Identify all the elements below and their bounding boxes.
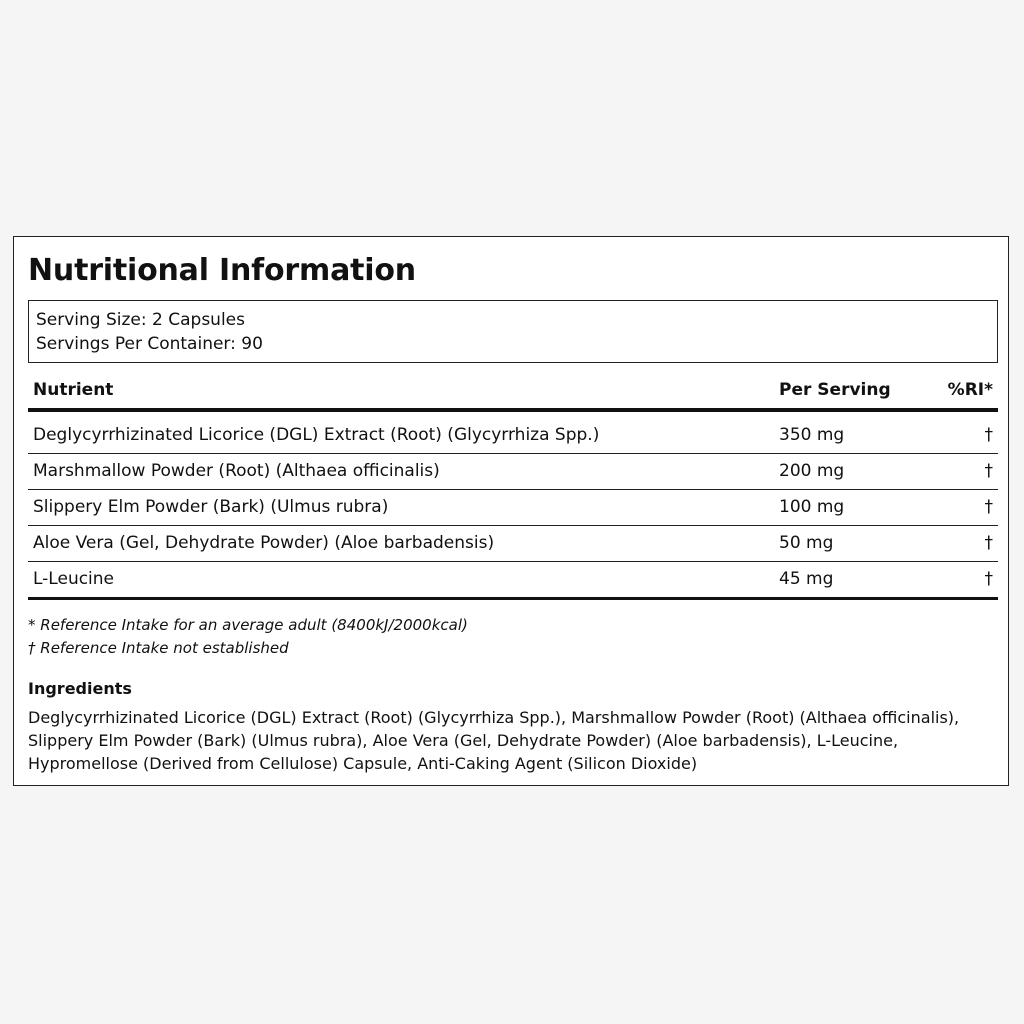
ri-footnote: * Reference Intake for an average adult (8400kJ/2000kcal) — [28, 616, 468, 634]
page-title: Nutritional Information — [28, 253, 416, 288]
nutrient-amount: 200 mg — [779, 461, 845, 481]
nutrient-ri: † — [984, 569, 993, 589]
nutrient-ri: † — [984, 425, 993, 445]
serving-info-box — [28, 300, 998, 363]
nutrient-name: L-Leucine — [33, 569, 115, 589]
nutrient-name: Deglycyrrhizinated Licorice (DGL) Extract (Root) (Glycyrrhiza Spp.) — [33, 425, 600, 445]
nutrient-amount: 45 mg — [779, 569, 834, 589]
table-row — [28, 526, 998, 562]
nutrient-amount: 350 mg — [779, 425, 845, 445]
table-body — [28, 412, 998, 600]
header-nutrient: Nutrient — [33, 380, 114, 400]
nutrient-amount: 100 mg — [779, 497, 845, 517]
table-row — [28, 562, 998, 600]
ingredients-text: Deglycyrrhizinated Licorice (DGL) Extract (Root) (Glycyrrhiza Spp.), Marshmallow Powder (Root) (Althaea officinalis), Slippery Elm Powder (Bark) (Ulmus rubra), Aloe Vera (Gel, Dehydrate Powder) (Aloe barbadensis), L-Leucine, Hypromellose (Derived from Cellulose) Capsule, Anti-Caking Agent (Silicon Dioxide) — [28, 708, 960, 773]
header-per-serving: Per Serving — [779, 380, 891, 400]
serving-size: Serving Size: 2 Capsules — [36, 310, 245, 330]
nutrient-ri: † — [984, 461, 993, 481]
table-row — [28, 490, 998, 526]
nutrition-panel — [13, 236, 1009, 786]
footnotes — [28, 614, 468, 660]
nutrient-name: Marshmallow Powder (Root) (Althaea officinalis) — [33, 461, 440, 481]
ingredients-heading: Ingredients — [28, 679, 132, 698]
nutrient-name: Slippery Elm Powder (Bark) (Ulmus rubra) — [33, 497, 389, 517]
servings-per-container: Servings Per Container: 90 — [36, 334, 263, 354]
table-row — [28, 418, 998, 454]
nutrient-amount: 50 mg — [779, 533, 834, 553]
table-header — [28, 375, 998, 412]
nutrient-ri: † — [984, 533, 993, 553]
table-row — [28, 454, 998, 490]
dagger-footnote: † Reference Intake not established — [28, 639, 289, 657]
nutrient-table — [28, 375, 998, 600]
nutrient-ri: † — [984, 497, 993, 517]
nutrient-name: Aloe Vera (Gel, Dehydrate Powder) (Aloe barbadensis) — [33, 533, 495, 553]
header-ri: %RI* — [947, 380, 993, 400]
